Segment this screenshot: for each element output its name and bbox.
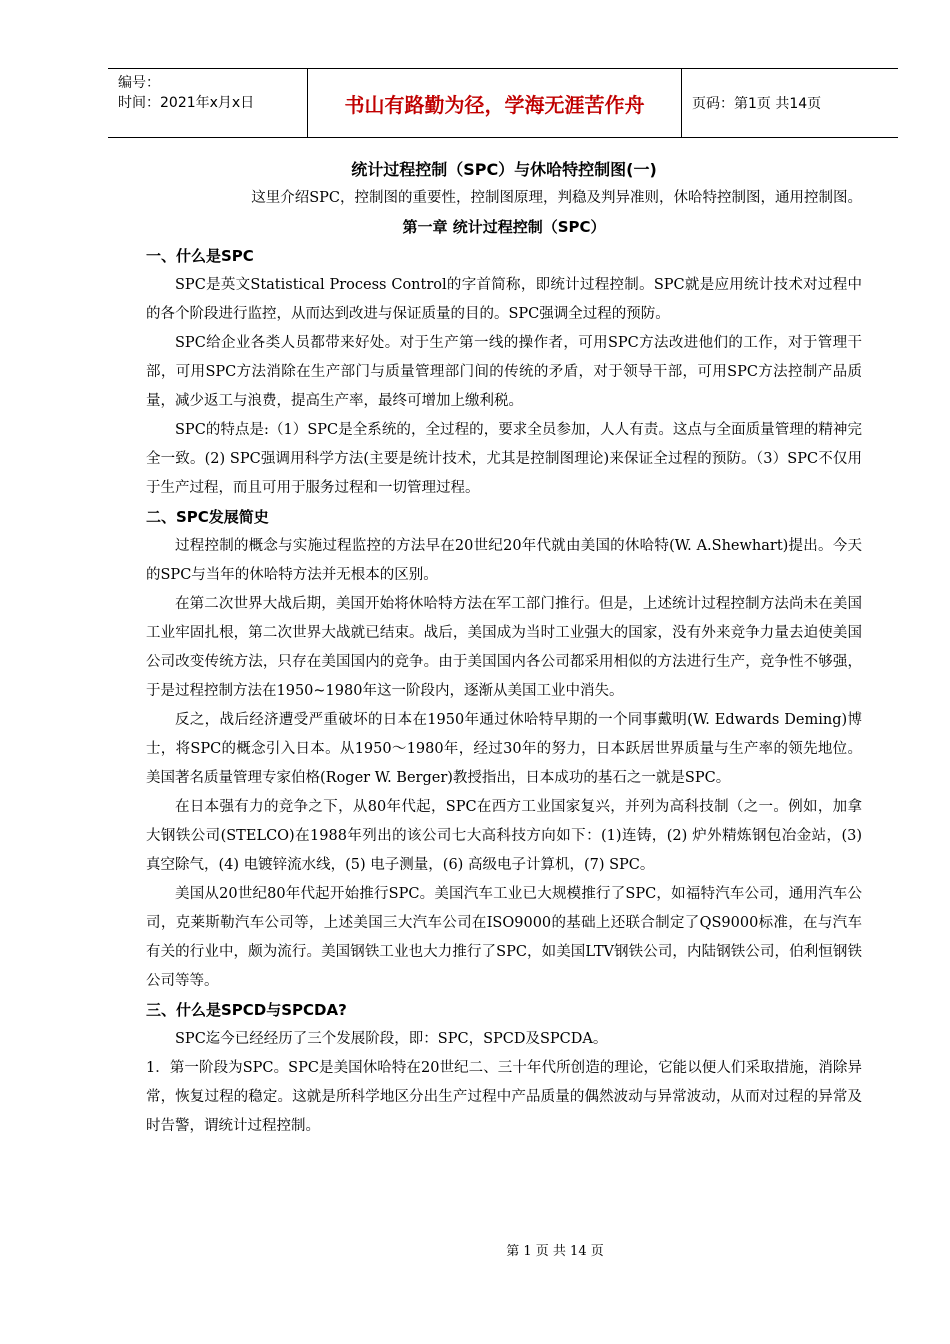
header-page-info: 页码：第1页 共14页 xyxy=(692,96,822,112)
page-header xyxy=(108,68,898,138)
paragraph: 反之，战后经济遭受严重破坏的日本在1950年通过休哈特早期的一个同事戴明(W. Edwards Deming)博士，将SPC的概念引入日本。从1950～1980年，经过30年的努力，日本跃居世界质量与生产率的领先地位。美国著名质量管理专家伯格(Roger W. Berger)教授指出，日本成功的基石之一就是SPC。 xyxy=(146,712,862,786)
header-meta xyxy=(108,69,308,137)
paragraph: SPC的特点是:（1）SPC是全系统的，全过程的，要求全员参加，人人有责。这点与全面质量管理的精神完全一致。(2) SPC强调用科学方法(主要是统计技术，尤其是控制图理论)来保证全过程的预防。（3）SPC不仅用于生产过程，而且可用于服务过程和一切管理过程。 xyxy=(146,422,862,496)
paragraph: SPC是英文Statistical Process Control的字首简称，即统计过程控制。SPC就是应用统计技术对过程中的各个阶段进行监控，从而达到改进与保证质量的目的。SPC强调全过程的预防。 xyxy=(146,277,862,322)
paragraph: 在日本强有力的竞争之下，从80年代起，SPC在西方工业国家复兴，并列为高科技制（之一。例如，加拿大钢铁公司(STELCO)在1988年列出的该公司七大高科技方向如下：(1)连铸，(2) 炉外精炼钢包冶金站，(3) 真空除气，(4) 电镀锌流水线，(5) 电子测量，(6) 高级电子计算机，(7) SPC。 xyxy=(146,799,862,873)
document-body xyxy=(146,156,862,1141)
page-footer: 第 1 页 共 14 页 xyxy=(506,1244,604,1259)
header-time-label: 时间：2021年x月x日 xyxy=(118,95,255,111)
list-paragraph: 1．第一阶段为SPC。SPC是美国休哈特在20世纪二、三十年代所创造的理论，它能以便人们采取措施，消除异常，恢复过程的稳定。这就是所科学地区分出生产过程中产品质量的偶然波动与异常波动，从而对过程的异常及时告警，谓统计过程控制。 xyxy=(146,1060,862,1134)
header-number-label: 编号： xyxy=(118,75,160,91)
document-title: 统计过程控制（SPC）与休哈特控制图(一) xyxy=(351,160,657,179)
paragraph: SPC给企业各类人员都带来好处。对于生产第一线的操作者，可用SPC方法改进他们的工作，对于管理干部，可用SPC方法消除在生产部门与质量管理部门间的传统的矛盾，对于领导干部，可用SPC方法控制产品质量，减少返工与浪费，提高生产率，最终可增加上缴利税。 xyxy=(146,335,862,409)
paragraph: 在第二次世界大战后期，美国开始将休哈特方法在军工部门推行。但是，上述统计过程控制方法尚未在美国工业牢固扎根，第二次世界大战就已结束。战后，美国成为当时工业强大的国家，没有外来竞争力量去迫使美国公司改变传统方法，只存在美国国内的竞争。由于美国国内各公司都采用相似的方法进行生产，竞争性不够强，于是过程控制方法在1950~1980年这一阶段内，逐渐从美国工业中消失。 xyxy=(146,596,862,699)
section-heading: 二、SPC发展简史 xyxy=(146,508,269,526)
paragraph: 过程控制的概念与实施过程监控的方法早在20世纪20年代就由美国的休哈特(W. A.Shewhart)提出。今天的SPC与当年的休哈特方法并无根本的区别。 xyxy=(146,538,862,583)
header-motto: 书山有路勤为径，学海无涯苦作舟 xyxy=(308,69,682,137)
paragraph: SPC迄今已经经历了三个发展阶段，即：SPC，SPCD及SPCDA。 xyxy=(175,1031,608,1047)
document-intro: 这里介绍SPC，控制图的重要性，控制图原理，判稳及判异准则，休哈特控制图，通用控制图。 xyxy=(251,190,862,206)
section-heading: 一、什么是SPC xyxy=(146,247,254,265)
chapter-heading: 第一章 统计过程控制（SPC） xyxy=(402,218,606,236)
paragraph: 美国从20世纪80年代起开始推行SPC。美国汽车工业已大规模推行了SPC，如福特汽车公司，通用汽车公司，克莱斯勒汽车公司等，上述美国三大汽车公司在ISO9000的基础上还联合制定了QS9000标准，在与汽车有关的行业中，颇为流行。美国钢铁工业也大力推行了SPC，如美国LTV钢铁公司，内陆钢铁公司，伯利恒钢铁公司等等。 xyxy=(146,886,862,989)
section-heading: 三、什么是SPCD与SPCDA? xyxy=(146,1001,347,1019)
